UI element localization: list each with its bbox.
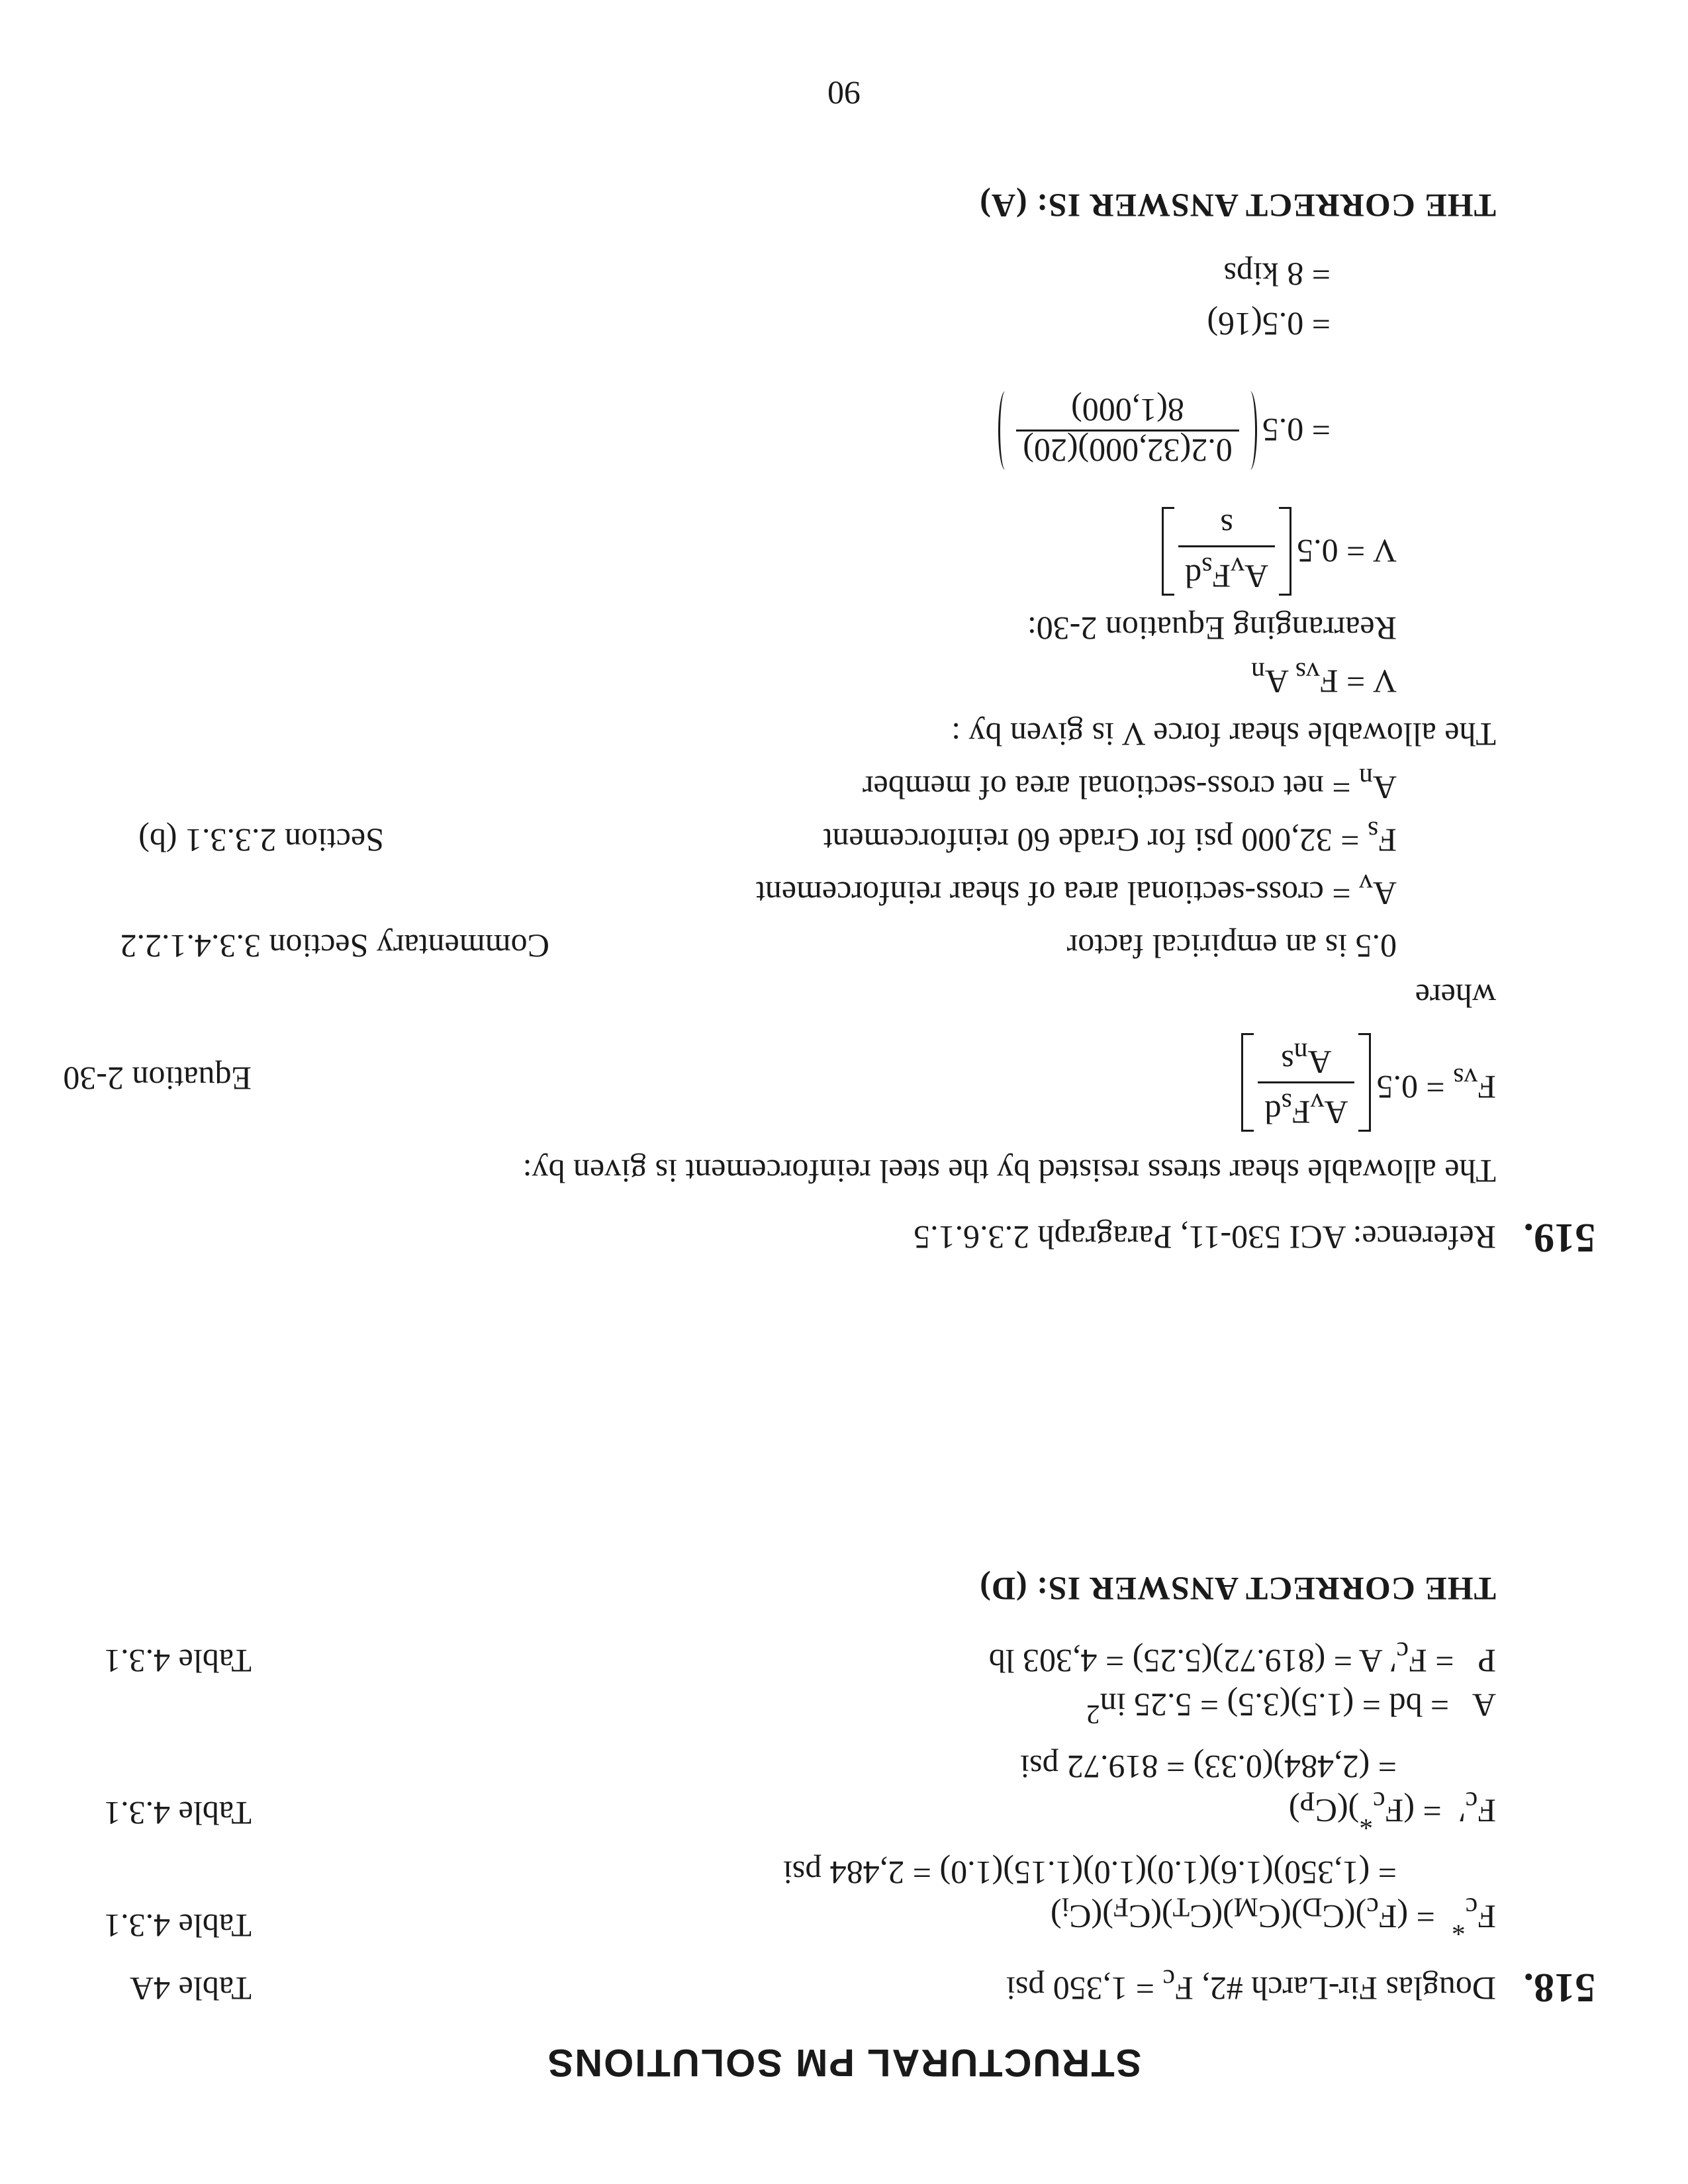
p518-line-species: Douglas Fir-Larch #2, $F_c = 1,350$ psi	[1006, 1964, 1496, 2007]
p519-where: where	[1415, 978, 1496, 1015]
p519-def-av: $A_v$ = cross-sectional area of shear reinforcement	[755, 868, 1397, 912]
p519-equation-v: $V = F_{vs}$ $A_n$	[1251, 657, 1397, 700]
p519-equation-v-rearranged	[1162, 507, 1397, 596]
eq4-lhs: = 0.5	[1262, 412, 1331, 449]
p519-equation-fvs	[1241, 1033, 1496, 1132]
page-heading: STRUCTURAL PM SOLUTIONS	[546, 2041, 1142, 2084]
p518-line-fc-prime: $F_c' = (F_c^*)(C_P)$	[1288, 1786, 1496, 1835]
eq1-lhs: $F_{vs} = 0.5$	[1376, 1062, 1496, 1106]
p518-line-fc-star-value: = (1,350)(1.6)(1.0)(1.0)(1.15)(1.0) = 2,484 psi	[782, 1854, 1397, 1891]
eq4-denominator: 8(1,000)	[1071, 392, 1184, 429]
p519-def-fs: $F_s = 32,000$ psi for Grade 60 reinforcement	[823, 815, 1397, 859]
p519-def-empirical: 0.5 is an empirical factor	[1066, 928, 1397, 965]
p519-intro: The allowable shear stress resisted by the steel reinforcement is given by:	[522, 1153, 1496, 1190]
p519-equation-result: = 8 kips	[1223, 256, 1331, 293]
eq3-lhs: V = 0.5	[1297, 533, 1397, 570]
p519-ref-equation-2-30: Equation 2-30	[63, 1060, 252, 1097]
p518-correct-answer: THE CORRECT ANSWER IS: (D)	[979, 1570, 1496, 1608]
p519-reference: Reference: ACI 530-11, Paragraph 2.3.6.1.5	[914, 1219, 1496, 1256]
eq3-numerator: $A_vF_sd$	[1178, 545, 1275, 596]
problem-518-number: 518.	[1523, 1965, 1595, 2010]
p518-line-fc-star: $F_c^* = (F_c)(C_D)(C_M)(C_T)(C_F)(C_i)$	[1050, 1891, 1496, 1941]
p519-ref-commentary: Commentary Section 3.3.4.1.2.2	[120, 928, 549, 965]
eq4-numerator: 0.2(32,000)(20)	[1016, 430, 1239, 470]
p518-ref-table-431-c: Table 4.3.1	[104, 1643, 252, 1680]
p519-equation-step: = 0.5(16)	[1207, 306, 1331, 343]
p518-ref-table-431-b: Table 4.3.1	[104, 1795, 252, 1832]
eq3-denominator: s	[1220, 508, 1233, 545]
p519-equation-substitution	[998, 391, 1331, 470]
p519-ref-section: Section 2.3.3.1 (b)	[138, 822, 384, 859]
problem-519-number: 519.	[1523, 1215, 1595, 1260]
p519-shear-intro: The allowable shear force V is given by :	[951, 716, 1496, 753]
p518-ref-table-4a: Table 4A	[130, 1970, 252, 2007]
p518-line-fc-prime-value: = (2,484)(0.33) = 819.72 psi	[1020, 1749, 1397, 1786]
p519-rearranging: Rearranging Equation 2-30:	[1027, 610, 1397, 647]
p518-line-area: A = bd = (1.5)(3.5) = 5.25 $in^2$	[1086, 1686, 1496, 1729]
eq1-denominator: $A_ns$	[1281, 1037, 1332, 1081]
eq1-numerator: $A_vF_sd$	[1258, 1081, 1354, 1132]
p519-def-an: $A_n$ = net cross-sectional area of member	[862, 762, 1397, 806]
page-number: 90	[827, 75, 861, 112]
p518-line-load: $P = F_c'$ A = (819.72)(5.25) = 4,303 lb	[988, 1636, 1496, 1680]
p518-ref-table-431-a: Table 4.3.1	[104, 1907, 252, 1944]
p519-correct-answer: THE CORRECT ANSWER IS: (A)	[979, 187, 1496, 224]
